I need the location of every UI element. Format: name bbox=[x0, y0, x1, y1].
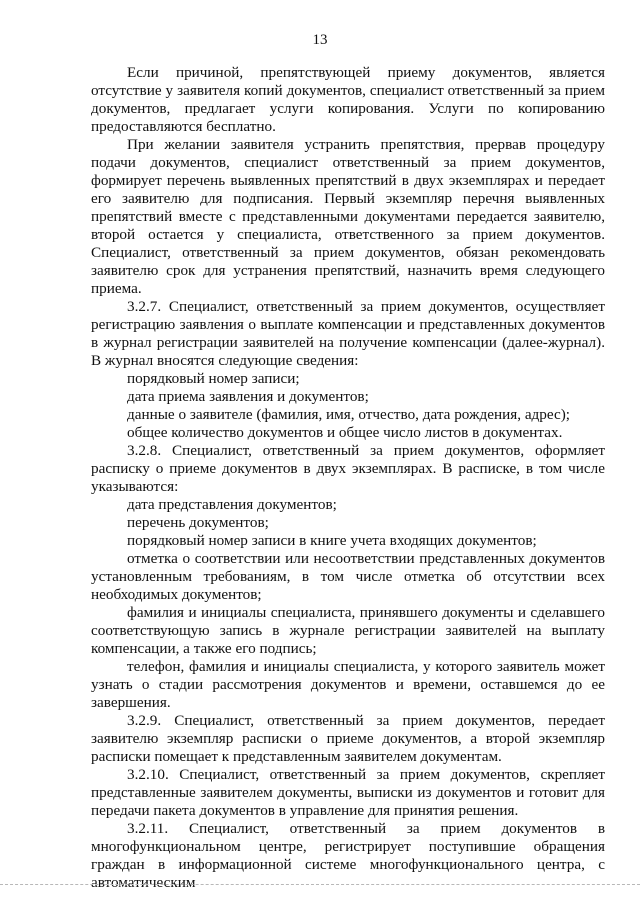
list-item: дата представления документов; bbox=[127, 496, 337, 513]
paragraph-3-2-8: 3.2.8. Специалист, ответственный за прием документов, оформляет расписку о приеме документов в двух экземплярах. В расписке, в том числе указываются: bbox=[91, 442, 605, 495]
document-body bbox=[91, 64, 605, 892]
paragraph-remove-obstacles: При желании заявителя устранить препятствия, прервав процедуру подачи документов, специалист ответственный за прием документов, формирует перечень выявленных препятствий в двух экземплярах и передает его заявителю для подписания. Первый экземпляр перечня выявленных препятствий вместе с представленными документами передается заявителю, второй остается у специалиста, ответственного за прием документов. Специалист, ответственный за прием документов, обязан рекомендовать заявителю срок для устранения препятствий, назначить время следующего приема. bbox=[91, 136, 605, 297]
list-item: перечень документов; bbox=[127, 514, 269, 531]
page-bottom-edge-divider bbox=[0, 884, 640, 885]
paragraph-3-2-9: 3.2.9. Специалист, ответственный за прием документов, передает заявителю экземпляр расписки о приеме документов, а второй экземпляр расписки помещает к представленным заявителем документам. bbox=[91, 712, 605, 765]
paragraph-3-2-11: 3.2.11. Специалист, ответственный за прием документов в многофункциональном центре, регистрирует поступившие обращения граждан в информационной системе многофункционального центра, с автоматическим bbox=[91, 820, 605, 891]
list-item: дата приема заявления и документов; bbox=[127, 388, 369, 405]
list-item: фамилия и инициалы специалиста, принявшего документы и сделавшего соответствующую запись в журнале регистрации заявителей на выплату компенсации, а также его подпись; bbox=[91, 604, 605, 657]
paragraph-3-2-10: 3.2.10. Специалист, ответственный за прием документов, скрепляет представленные заявителем документы, выписки из документов и готовит для передачи пакета документов в управление для принятия решения. bbox=[91, 766, 605, 819]
page-number: 13 bbox=[312, 32, 328, 48]
paragraph-copy-services: Если причиной, препятствующей приему документов, является отсутствие у заявителя копий документов, специалист ответственный за прием документов, предлагает услуги копирования. Услуги по копированию предоставляются бесплатно. bbox=[91, 64, 605, 135]
paragraph-3-2-7: 3.2.7. Специалист, ответственный за прием документов, осуществляет регистрацию заявления о выплате компенсации и представленных документов в журнал регистрации заявителей на получение компенсации (далее-журнал). В журнал вносятся следующие сведения: bbox=[91, 298, 605, 369]
list-item: порядковый номер записи; bbox=[127, 370, 300, 387]
list-item: общее количество документов и общее число листов в документах. bbox=[127, 424, 563, 441]
list-item: данные о заявителе (фамилия, имя, отчество, дата рождения, адрес); bbox=[127, 406, 571, 423]
list-item: отметка о соответствии или несоответствии представленных документов установленным требованиям, в том числе отметка об отсутствии всех необходимых документов; bbox=[91, 550, 605, 603]
list-item: порядковый номер записи в книге учета входящих документов; bbox=[127, 532, 537, 549]
list-item: телефон, фамилия и инициалы специалиста, у которого заявитель может узнать о стадии рассмотрения документов и времени, оставшемся до ее завершения. bbox=[91, 658, 605, 711]
